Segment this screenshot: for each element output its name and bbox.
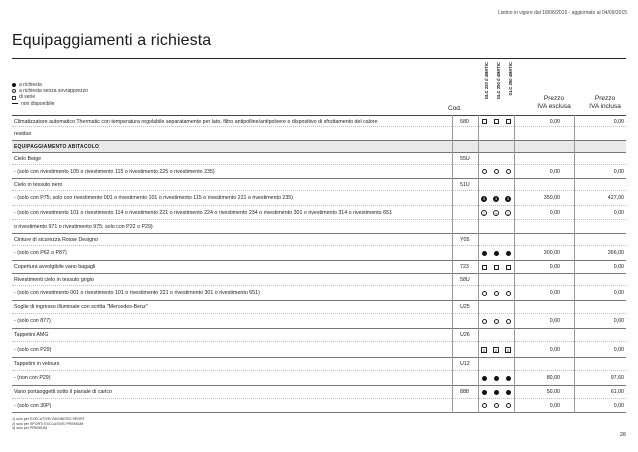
dash-icon	[12, 103, 18, 104]
numbered-square-icon: 2	[506, 348, 510, 353]
square-icon	[12, 96, 16, 100]
footnotes	[12, 417, 85, 431]
availability-cell	[490, 196, 502, 202]
availability-symbols	[478, 210, 514, 216]
footnote: 2) solo per SPORT/ EXCLUSIVE/ PREMIUM	[12, 421, 84, 426]
page-title: Equipaggiamenti a richiesta	[12, 32, 212, 49]
option-description: Cinture di sicurezza Rosse Designo	[14, 236, 98, 243]
option-description: Cielo in tessuto nero	[14, 181, 63, 188]
filled-circle-icon	[482, 390, 487, 395]
option-description: - (solo con rivestimento 101 o rivestimento 114 o rivestimento 221 o rivestimento 224 o rivestimento 234 o rivestimento 301 o rivestimento 314 o rivestimento 651	[14, 209, 392, 216]
circle-icon	[482, 403, 487, 408]
column-model-2: GLC 250 d 4MATIC	[496, 62, 501, 100]
square-icon	[494, 265, 499, 270]
column-model-1: GLC 220 d 4MATIC	[484, 62, 489, 100]
option-description: Tappetini AMG	[14, 332, 49, 338]
price-incl-line1: Prezzo	[594, 95, 616, 102]
price-excl-vat: 0,00	[549, 318, 560, 324]
availability-cell	[490, 390, 502, 395]
table-row	[12, 165, 626, 179]
price-excl-vat: 0,00	[549, 168, 560, 175]
availability-cell	[478, 196, 490, 202]
price-incl-vat: 366,00	[607, 250, 624, 256]
numbered-circle-icon: 1	[482, 211, 486, 216]
title-rule	[12, 58, 626, 59]
price-incl-vat: 0,00	[613, 168, 624, 175]
availability-cell	[490, 291, 502, 296]
availability-cell	[490, 210, 502, 216]
column-divider	[452, 115, 453, 413]
circle-icon	[482, 319, 487, 324]
column-price-incl-header	[580, 95, 630, 111]
table-row	[12, 127, 626, 141]
price-excl-vat: 80,00	[546, 375, 560, 381]
option-description: - (solo con P29)	[14, 346, 52, 353]
option-code: U26	[460, 332, 470, 338]
numbered-circle-icon: 1	[506, 211, 510, 216]
circle-icon	[482, 169, 487, 174]
option-description: - (solo con P62 o P87)	[14, 250, 67, 256]
price-incl-vat: 0,00	[613, 209, 624, 216]
table-row	[12, 371, 626, 386]
availability-cell	[490, 265, 502, 270]
availability-cell	[490, 319, 502, 324]
availability-cell	[478, 319, 490, 324]
circle-icon	[12, 89, 16, 93]
numbered-filled-circle-icon: 3	[482, 195, 486, 201]
circle-icon	[494, 403, 499, 408]
numbered-square-icon: 2	[494, 348, 498, 353]
availability-cell	[478, 169, 490, 174]
option-code: 55U	[460, 155, 470, 162]
column-model-3: GLC 250 4MATIC	[508, 62, 513, 96]
legend-label: a richiesta senza sovrapprezzo	[19, 88, 88, 95]
availability-symbols	[478, 319, 514, 324]
price-incl-vat: 61,00	[610, 389, 624, 395]
column-code-header: Cod.	[448, 105, 462, 112]
option-description: - (solo con rivestimento 001 o rivestimento 101 o rivestimento 221 o rivestimento 301 o rivestimento 651)	[14, 290, 260, 296]
availability-cell	[478, 390, 490, 395]
numbered-filled-circle-icon: 3	[494, 195, 498, 201]
option-code: 580	[460, 118, 469, 125]
price-excl-line2: IVA esclusa	[537, 103, 571, 110]
price-excl-vat: 0,00	[549, 290, 560, 296]
price-excl-vat: 0,00	[549, 264, 560, 270]
availability-cell	[478, 291, 490, 296]
option-code: 888	[460, 389, 469, 395]
price-incl-vat: 0,00	[613, 346, 624, 353]
table-row	[12, 301, 626, 314]
option-description: - (solo con P75; solo con rivestimento 001 o rivestimento 101 o rivestimento 115 o rivestimento 221 o rivestimento 235)	[14, 195, 294, 201]
availability-symbols	[478, 347, 514, 353]
option-description: Tappetini in velours	[14, 361, 60, 367]
numbered-filled-circle-icon: 3	[506, 195, 510, 201]
availability-cell	[490, 376, 502, 381]
price-excl-vat: 0,00	[549, 209, 560, 216]
availability-cell	[478, 265, 490, 270]
square-icon	[482, 119, 487, 124]
legend-label: non disponibile	[21, 100, 55, 107]
column-divider	[478, 115, 479, 413]
table-row	[12, 261, 626, 274]
option-description: Vano portaoggetti sotto il pianale di carico	[14, 389, 112, 395]
availability-symbols	[478, 119, 514, 124]
legend	[12, 82, 88, 107]
option-description: Cielo Beige	[14, 155, 42, 162]
table-row	[12, 386, 626, 399]
circle-icon	[494, 319, 499, 324]
table-row	[12, 314, 626, 329]
section-label: EQUIPAGGIAMENTO ABITACOLO	[14, 143, 100, 150]
table-row	[12, 179, 626, 191]
circle-icon	[494, 291, 499, 296]
option-code: U12	[460, 361, 470, 367]
availability-cell	[478, 119, 490, 124]
footnote: 3) solo per PREMIUM	[12, 426, 47, 431]
column-divider	[514, 115, 515, 413]
price-excl-vat: 300,00	[543, 250, 560, 256]
legend-label: di serie	[19, 94, 36, 101]
option-description: - (solo con 877)	[14, 318, 51, 324]
availability-symbols	[478, 169, 514, 174]
section-header-row	[12, 141, 626, 153]
price-incl-vat: 97,60	[610, 375, 624, 381]
option-description: residuo	[14, 130, 32, 137]
option-code: Y05	[460, 236, 470, 243]
availability-cell	[478, 347, 490, 353]
option-description: - (non con P29)	[14, 375, 51, 381]
availability-cell	[478, 403, 490, 408]
option-description: - (solo con rivestimento 105 o rivestimento 115 o rivestimento 225 o rivestimento 235)	[14, 168, 215, 175]
table-row	[12, 286, 626, 301]
price-excl-line1: Prezzo	[543, 95, 565, 102]
availability-symbols	[478, 251, 514, 256]
filled-circle-icon	[494, 251, 499, 256]
column-divider	[574, 115, 575, 413]
filled-circle-icon	[482, 251, 487, 256]
filled-circle-icon	[494, 376, 499, 381]
availability-symbols	[478, 390, 514, 395]
square-icon	[482, 265, 487, 270]
availability-cell	[478, 210, 490, 216]
option-description: Climatizzatore automatico Thermatic con temperatura regolabile separatamente per lato, filtro antipolline/antipolvere e dispositivo di sfruttamento del calore	[14, 118, 378, 125]
price-excl-vat: 50,00	[546, 389, 560, 395]
table-row	[12, 342, 626, 358]
numbered-circle-icon: 1	[494, 211, 498, 216]
table-row	[12, 274, 626, 286]
option-code: 723	[460, 264, 469, 270]
table-row	[12, 220, 626, 234]
price-incl-vat: 0,00	[613, 290, 624, 296]
availability-cell	[490, 119, 502, 124]
table-row	[12, 115, 626, 127]
table-row	[12, 153, 626, 165]
availability-cell	[490, 169, 502, 174]
table-row	[12, 191, 626, 206]
square-icon	[494, 119, 499, 124]
legend-item	[12, 101, 88, 107]
footnote: 1) solo per EXECUTIVE/ BUSINESS/ SPORT	[12, 417, 85, 421]
legend-label: a richiesta	[19, 82, 42, 88]
price-incl-vat: 0,00	[613, 318, 624, 324]
price-incl-vat: 0,00	[613, 402, 624, 409]
option-code: 51U	[460, 181, 470, 188]
option-description: o rivestimento 971 o rivestimento 975; solo con P22 o P29)	[14, 223, 153, 230]
page-number: 28	[619, 432, 626, 438]
header-note: Listino in vigore dal 18/06/2015 - aggiornato al 04/09/2015	[498, 10, 627, 16]
circle-icon	[494, 169, 499, 174]
filled-circle-icon	[494, 390, 499, 395]
price-incl-line2: IVA inclusa	[589, 103, 621, 110]
option-description: Copertura avvolgibile vano bagagli	[14, 264, 96, 270]
price-incl-vat: 0,00	[613, 118, 624, 125]
filled-circle-icon	[12, 83, 16, 87]
price-excl-vat: 350,00	[543, 195, 560, 201]
column-price-excl-header	[528, 95, 580, 111]
option-description: - (solo con 30P)	[14, 402, 52, 409]
price-excl-vat: 0,00	[549, 402, 560, 409]
availability-cell	[478, 251, 490, 256]
option-code: U25	[460, 304, 470, 310]
availability-symbols	[478, 291, 514, 296]
filled-circle-icon	[482, 376, 487, 381]
availability-cell	[490, 347, 502, 353]
option-description: Rivestimenti cielo in tessuto grigio	[14, 276, 94, 283]
availability-cell	[490, 403, 502, 408]
table-row	[12, 206, 626, 220]
table-row	[12, 329, 626, 342]
price-excl-vat: 0,00	[549, 118, 560, 125]
numbered-square-icon: 2	[482, 348, 486, 353]
table-row	[12, 399, 626, 413]
option-description: Soglie di ingresso illuminate con scritta "Mercedes-Benz"	[14, 304, 148, 310]
table-row	[12, 358, 626, 371]
price-incl-vat: 0,00	[613, 264, 624, 270]
table-row	[12, 246, 626, 261]
options-table	[12, 115, 626, 413]
option-code: 58U	[460, 276, 470, 283]
availability-cell	[490, 251, 502, 256]
table-row	[12, 234, 626, 246]
availability-cell	[478, 376, 490, 381]
circle-icon	[482, 291, 487, 296]
availability-symbols	[478, 196, 514, 202]
price-incl-vat: 427,00	[607, 195, 624, 201]
availability-symbols	[478, 376, 514, 381]
price-excl-vat: 0,00	[549, 346, 560, 353]
availability-symbols	[478, 265, 514, 270]
availability-symbols	[478, 403, 514, 408]
